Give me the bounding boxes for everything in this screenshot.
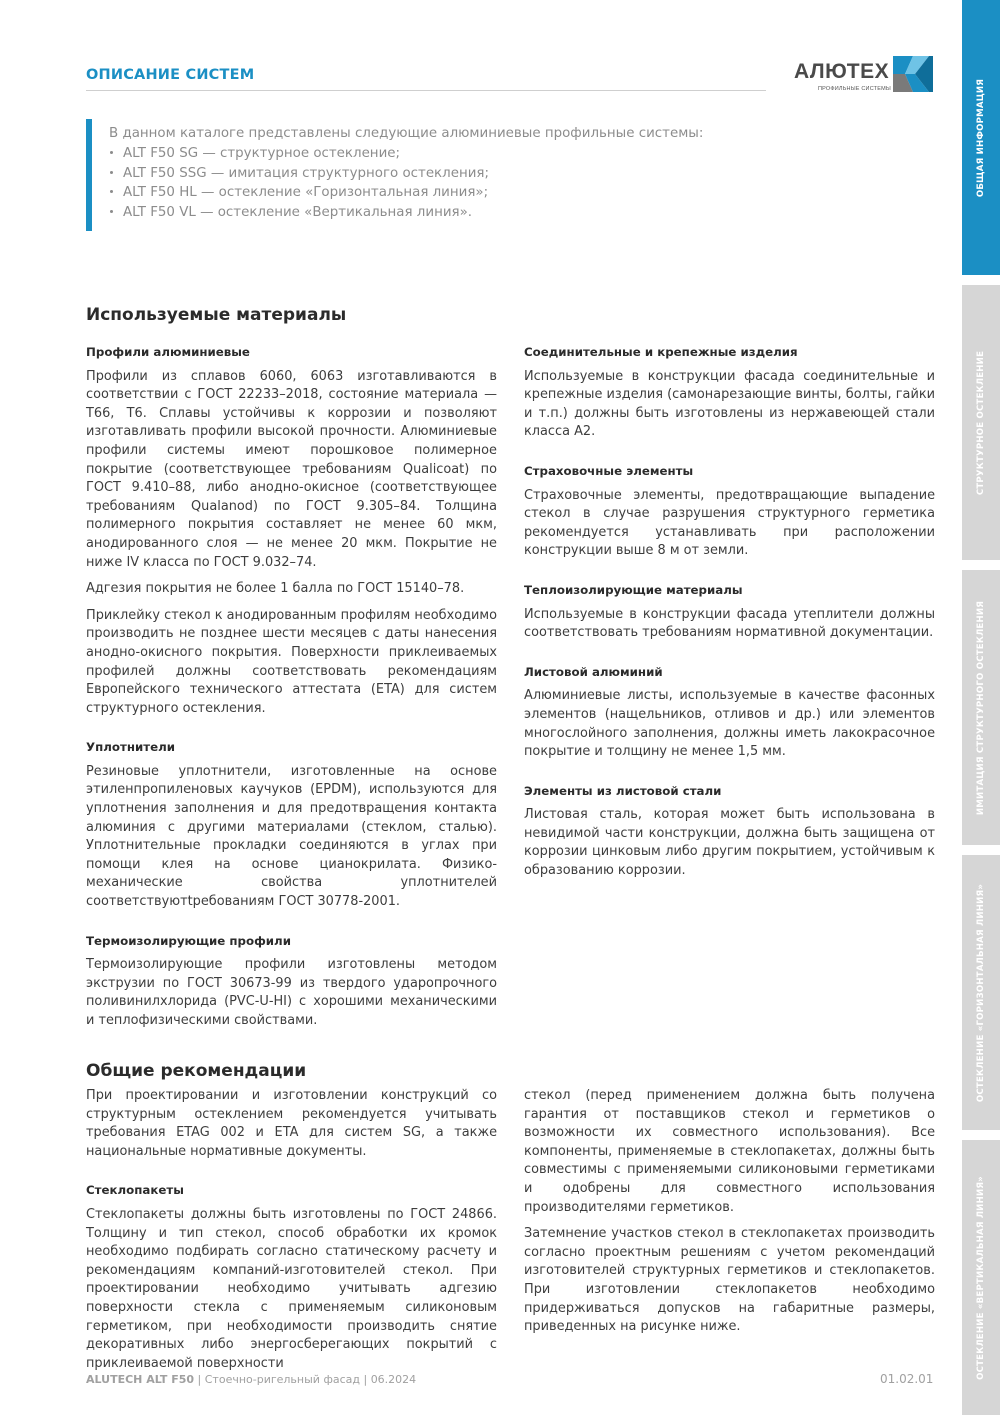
tab-vertical-line[interactable] <box>962 1140 1000 1415</box>
paragraph: стекол (перед применением должна быть получена гарантия от поставщиков стекол и герметиков о возможности их совместного использования). Все компоненты, применяемые в стеклопакетах, должны быть совместимы с применяемыми силиконовыми герметиками и одобрены для совместного использования производителями герметиков. <box>524 1088 935 1215</box>
subheading: Соединительные и крепежные изделия <box>524 345 798 359</box>
footer-doc-title: Стоечно-ригельный фасад <box>204 1373 360 1386</box>
section-title: ОПИСАНИЕ СИСТЕМ <box>86 67 255 83</box>
paragraph: Адгезия покрытия не более 1 балла по ГОСТ 15140–78. <box>86 581 465 597</box>
intro-accent-bar <box>86 119 92 231</box>
subheading: Профили алюминиевые <box>86 345 250 359</box>
paragraph: Затемнение участков стекол в стеклопакетах производить согласно проектным решениям с учетом рекомендаций изготовителей структурных герметиков и стеклопакетов. При изготовлении стеклопакетов необходимо придерживаться допусков на габаритные размеры, приведенных на рисунке ниже. <box>524 1226 935 1335</box>
systems-list <box>109 144 829 223</box>
seals-section <box>86 738 497 911</box>
paragraph: Резиновые уплотнители, изготовленные на основе этиленпропиленовых каучуков (EPDM), используются для уплотнения заполнения и для предотвращения контакта алюминия с другими материалами (стеклом, сталью). Уплотнительные прокладки соединяются в углах при помощи клея на основе цианокрилата. Физико-механические свойства уплотнителей соответствуютtребованиям ГОСТ 30778-2001. <box>86 763 497 910</box>
tab-label: ОБЩАЯ ИНФОРМАЦИЯ <box>976 78 986 197</box>
paragraph: Алюминиевые листы, используемые в качестве фасонных элементов (нащельников, отливов и др.) или элементов многослойного заполнения, должны иметь лакокрасочное покрытие и толщину не менее 1,5 мм. <box>524 688 935 760</box>
footer-info <box>86 1373 416 1386</box>
logo-subtitle: ПРОФИЛЬНЫЕ СИСТЕМЫ <box>818 86 891 92</box>
company-logo <box>794 54 934 96</box>
tab-general-info[interactable] <box>962 0 1000 275</box>
subheading: Теплоизолирующие материалы <box>524 582 743 597</box>
subheading: Листовой алюминий <box>524 664 663 679</box>
recommendations-left-column <box>86 1087 497 1373</box>
subheading: Термоизолирующие профили <box>86 933 291 948</box>
insulation-section <box>524 581 935 643</box>
tab-structural-glazing[interactable] <box>962 285 1000 560</box>
footer-separator: | <box>194 1373 205 1386</box>
paragraph: Профили из сплавов 6060, 6063 изготавливаются в соответствии с ГОСТ 22233–2018, состояние материала — Т66, Т6. Сплавы устойчивы к коррозии и позволяют изготавливать профили высокой прочности. Алюминиевые профили системы имеют порошковое полимерное покрытие (соответствующее требованиям Qualicoat) по ГОСТ 9.410–88, либо анодно-окисное (соответствующее требованиям Qualanod) по ГОСТ 9.305–84. Толщина полимерного покрытия составляет не менее 60 мкм, анодированного слоя — не менее 20 мкм. Покрытие не ниже IV класса по ГОСТ 9.032–74. <box>86 368 497 570</box>
logo-wordmark: АЛЮТЕХ <box>794 60 890 83</box>
intro-block <box>109 124 829 223</box>
tab-label: ИМИТАЦИЯ СТРУКТУРНОГО ОСТЕКЛЕНИЯ <box>976 600 986 815</box>
paragraph: Приклейку стекол к анодированным профилям необходимо производить не позднее шести месяцев с даты нанесения анодно-окисного покрытия. Поверхности приклеиваемых профилей должны соответствовать рекомендациям Европейского технического аттестата (ETA) для систем структурного остекления. <box>86 607 497 716</box>
footer-separator: | <box>359 1373 371 1386</box>
recommendations-heading: Общие рекомендации <box>86 1061 307 1081</box>
recommendations-right-column <box>524 1087 935 1337</box>
logo-mark-icon <box>893 54 933 94</box>
paragraph: Листовая сталь, которая может быть использована в невидимой части конструкции, должна быть защищена от коррозии цинковым либо другим покрытием, устойчивым к образованию коррозии. <box>524 807 935 879</box>
intro-lead: В данном каталоге представлены следующие алюминиевые профильные системы: <box>109 126 704 141</box>
tab-label: ОСТЕКЛЕНИЕ «ВЕРТИКАЛЬНАЯ ЛИНИЯ» <box>976 1175 987 1380</box>
materials-right-column <box>524 343 935 901</box>
list-item: ALT F50 HL — остекление «Горизонтальная линия»; <box>109 183 829 203</box>
subheading: Уплотнители <box>86 740 175 755</box>
subheading: Страховочные элементы <box>524 463 694 478</box>
paragraph: Используемые в конструкции фасада утеплители должны соответствовать требованиям нормативной документации. <box>524 606 935 641</box>
paragraph: Страховочные элементы, предотвращающие выпадение стекол в случае разрушения структурного герметика рекомендуется устанавливать при расположении конструкции выше 8 м от земли. <box>524 487 935 559</box>
glass-units-section <box>86 1181 497 1373</box>
sheet-aluminium-section <box>524 663 935 762</box>
paragraph: Термоизолирующие профили изготовлены методом экструзии по ГОСТ 30673-99 из твердого ударопрочного поливинилхлорида (PVC-U-HI) с хорошими механическими и теплофизическими свойствами. <box>86 957 497 1028</box>
subheading: Элементы из листовой стали <box>524 783 722 798</box>
materials-left-column <box>86 343 497 1051</box>
safety-section <box>524 462 935 561</box>
tab-horizontal-line[interactable] <box>962 855 1000 1130</box>
list-item: ALT F50 SG — структурное остекление; <box>109 144 829 164</box>
paragraph: Стеклопакеты должны быть изготовлены по ГОСТ 24866. Толщину и тип стекол, способ обработки их кромок необходимо подбирать согласно статическому расчету и рекомендациям компаний-изготовителей стекол. При проектировании необходимо учитывать адгезию поверхности стекла с применяемым силиконовым герметиком, при необходимости производить снятие декоративных либо энергосберегающих покрытий с приклеиваемой поверхности <box>86 1206 497 1371</box>
header-divider <box>86 90 766 91</box>
page-number: 01.02.01 <box>880 1372 934 1386</box>
tab-imitation-structural-glazing[interactable] <box>962 570 1000 845</box>
thermal-profiles-section <box>86 932 497 1031</box>
paragraph: Используемые в конструкции фасада соединительные и крепежные изделия (самонарезающие винты, болты, гайки и т.п.) должны быть изготовлены из нержавеющей стали класса А2. <box>524 368 935 440</box>
fasteners-section <box>524 343 935 442</box>
list-item: ALT F50 SSG — имитация структурного остекления; <box>109 164 829 184</box>
side-navigation <box>962 0 1000 1415</box>
paragraph: При проектировании и изготовлении конструкций со структурным остеклением рекомендуется учитывать требования ETAG 002 и ETA для систем SG, а также национальные нормативные документы. <box>86 1088 497 1159</box>
footer-date: 06.2024 <box>370 1373 417 1386</box>
list-item: ALT F50 VL — остекление «Вертикальная линия». <box>109 203 829 223</box>
materials-heading: Используемые материалы <box>86 305 347 325</box>
tab-label: ОСТЕКЛЕНИЕ «ГОРИЗОНТАЛЬНАЯ ЛИНИЯ» <box>976 883 986 1102</box>
profiles-section <box>86 343 497 718</box>
footer-brand: ALUTECH ALT F50 <box>86 1373 195 1386</box>
sheet-steel-section <box>524 782 935 881</box>
tab-label: СТРУКТУРНОЕ ОСТЕКЛЕНИЕ <box>976 350 987 495</box>
subheading: Стеклопакеты <box>86 1183 184 1198</box>
recommendations-intro <box>86 1087 497 1161</box>
